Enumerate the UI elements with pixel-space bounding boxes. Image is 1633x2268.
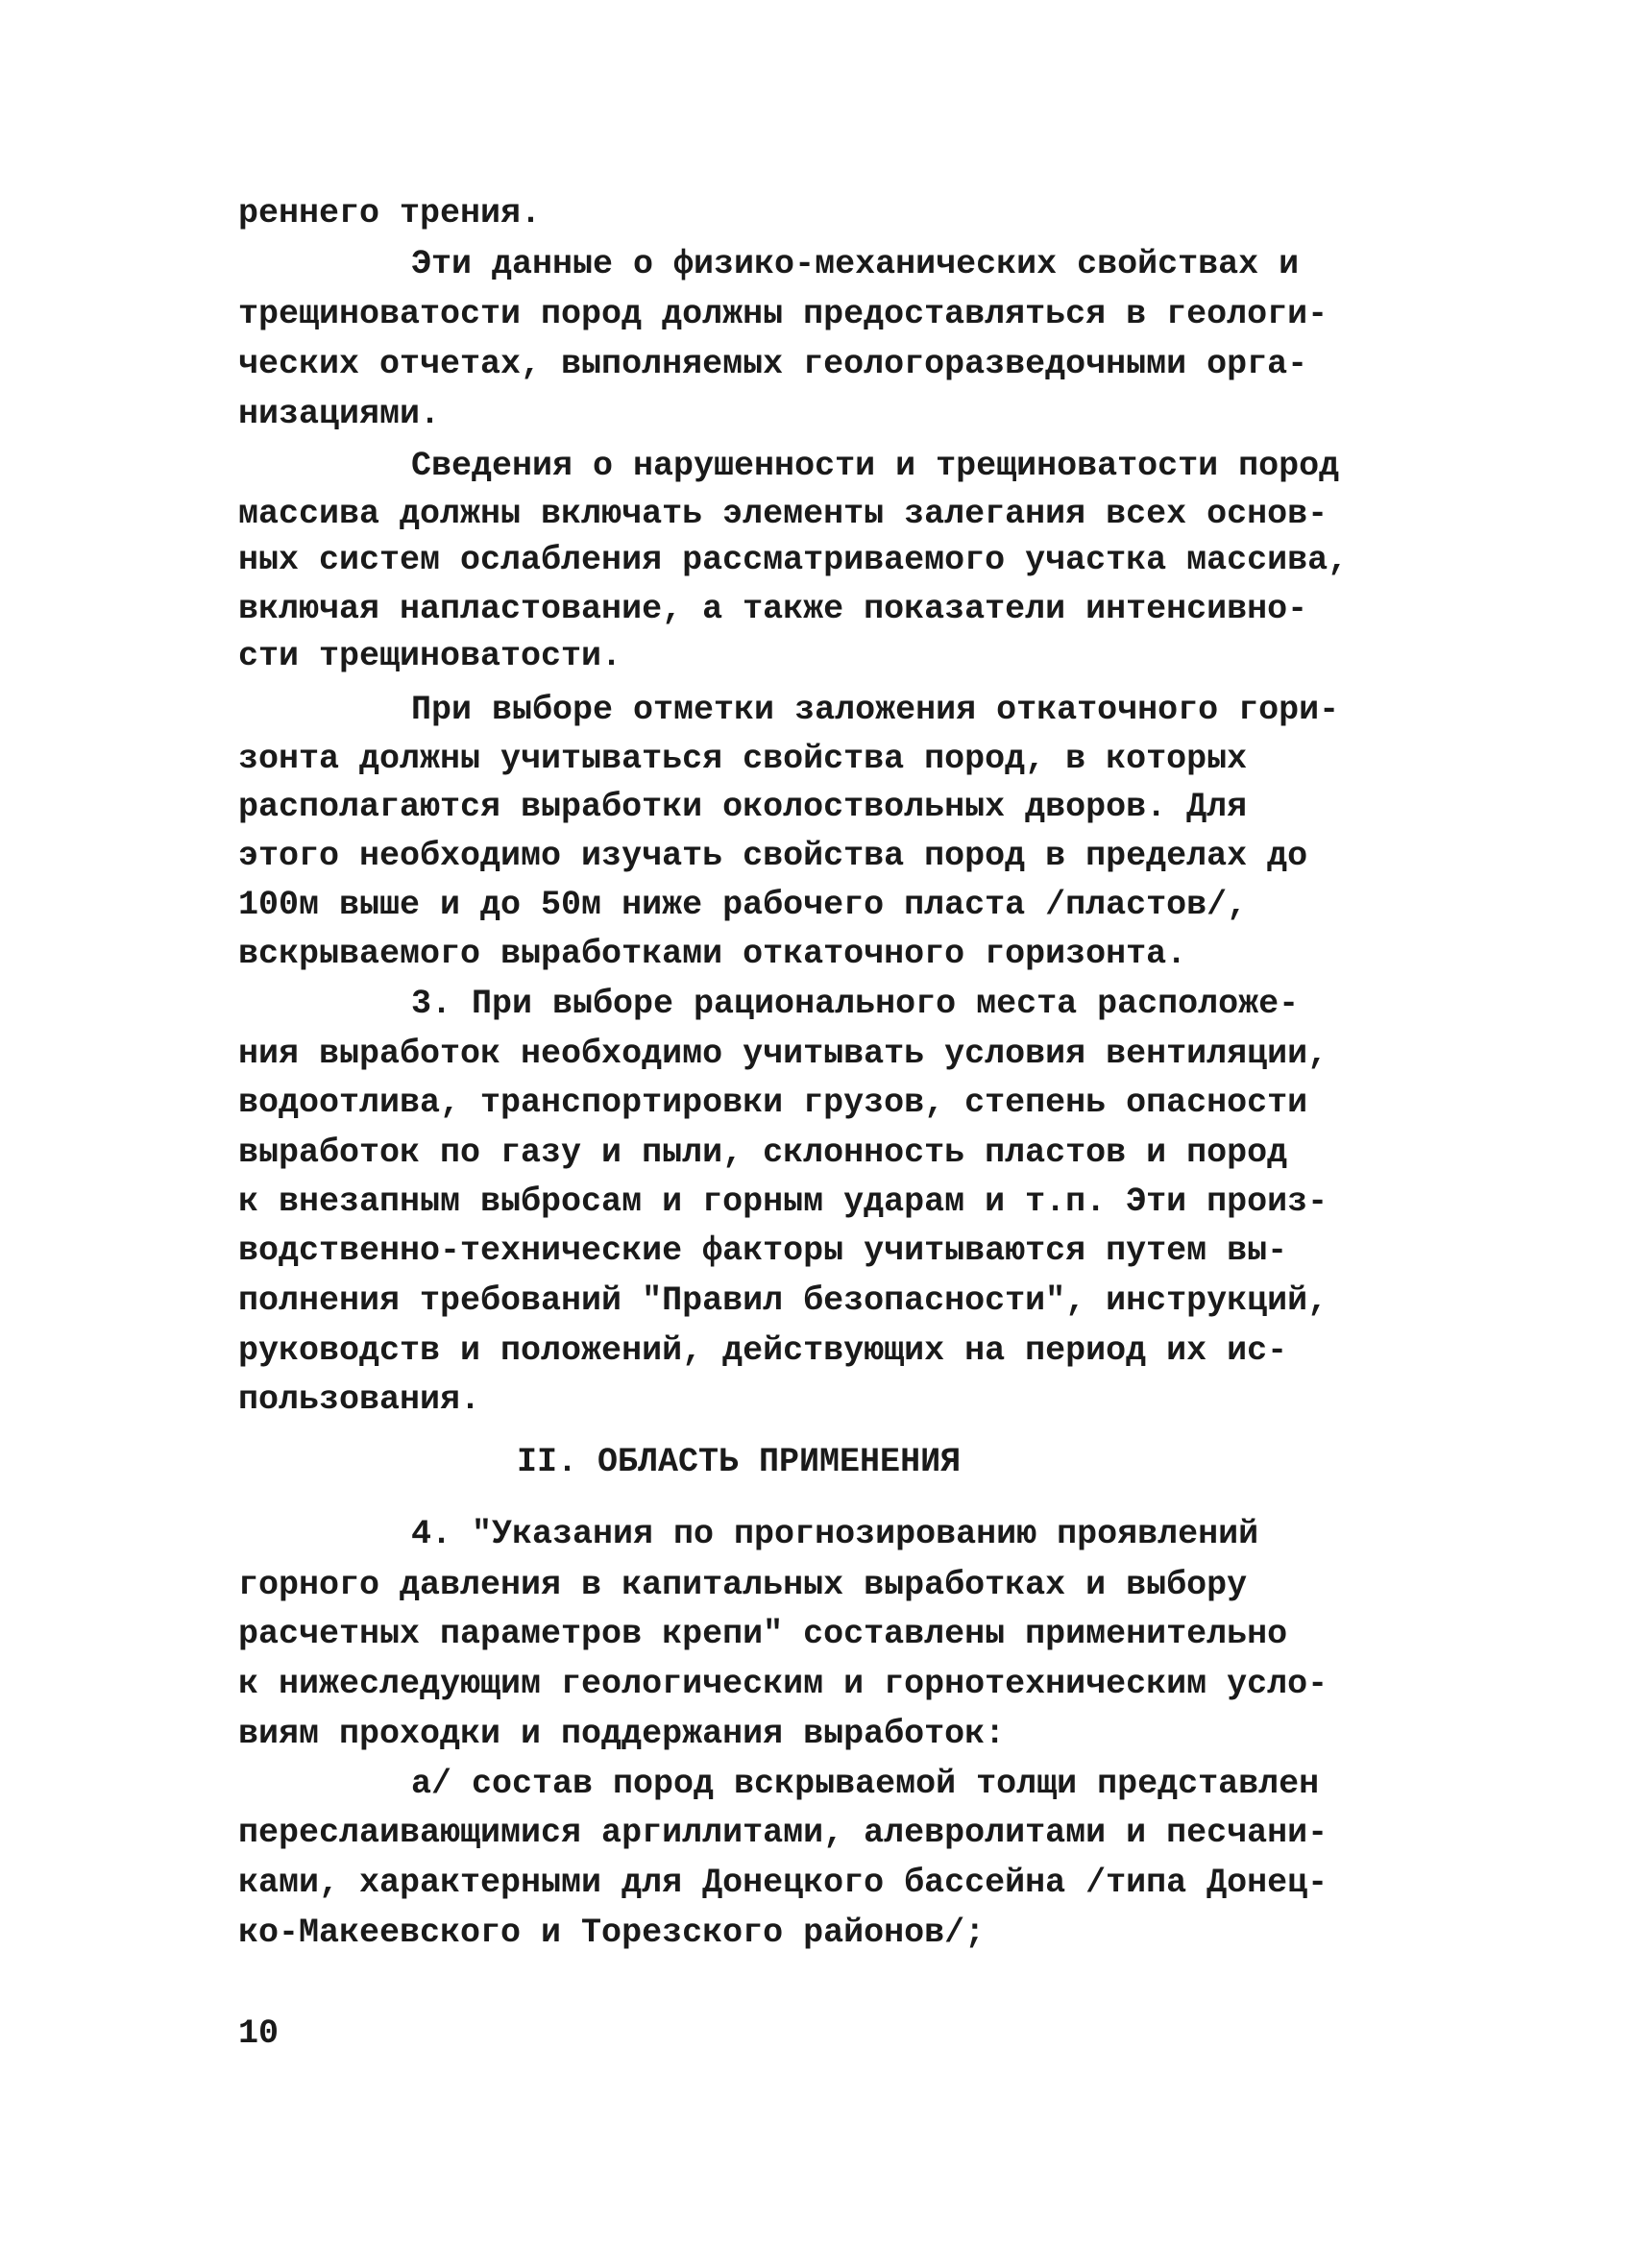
text-line: трещиноватости пород должны предоставляться в геологи- bbox=[238, 295, 1328, 333]
text-line: 4. "Указания по прогнозированию проявлений bbox=[411, 1515, 1259, 1553]
text-line: полнения требований "Правил безопасности", инструкций, bbox=[238, 1281, 1328, 1320]
text-line: руководств и положений, действующих на период их ис- bbox=[238, 1331, 1288, 1370]
page-number: 10 bbox=[238, 2014, 280, 2053]
text-line: виям проходки и поддержания выработок: bbox=[238, 1715, 1006, 1753]
text-line: выработок по газу и пыли, склонность пластов и пород bbox=[238, 1134, 1288, 1172]
text-line: низациями. bbox=[238, 395, 441, 433]
text-line: переслаивающимися аргиллитами, алевролитами и песчани- bbox=[238, 1814, 1328, 1852]
text-line: к внезапным выбросам и горным ударам и т.п. Эти произ- bbox=[238, 1183, 1328, 1221]
text-line: ных систем ослабления рассматриваемого участка массива, bbox=[238, 541, 1349, 579]
text-line: ческих отчетах, выполняемых геологоразведочными орга- bbox=[238, 345, 1308, 383]
text-line: к нижеследующим геологическим и горнотехническим усло- bbox=[238, 1665, 1328, 1703]
section-heading: II. ОБЛАСТЬ ПРИМЕНЕНИЯ bbox=[517, 1443, 962, 1481]
text-line: массива должны включать элементы залегания всех основ- bbox=[238, 495, 1328, 533]
text-line: водственно-технические факторы учитываются путем вы- bbox=[238, 1232, 1288, 1270]
text-line: пользования. bbox=[238, 1380, 481, 1419]
text-line: 100м выше и до 50м ниже рабочего пласта /пластов/, bbox=[238, 886, 1248, 924]
text-line: Сведения о нарушенности и трещиноватости пород bbox=[411, 447, 1340, 485]
text-line: При выборе отметки заложения откаточного гори- bbox=[411, 691, 1340, 729]
text-line: Эти данные о физико-механических свойствах и bbox=[411, 245, 1300, 283]
text-line: ния выработок необходимо учитывать условия вентиляции, bbox=[238, 1035, 1328, 1073]
text-line: горного давления в капитальных выработках и выбору bbox=[238, 1566, 1248, 1604]
text-line: вскрываемого выработками откаточного горизонта. bbox=[238, 935, 1187, 973]
text-line: сти трещиноватости. bbox=[238, 637, 622, 675]
text-line: включая напластование, а также показатели интенсивно- bbox=[238, 590, 1308, 628]
text-line: ко-Макеевского и Торезского районов/; bbox=[238, 1914, 986, 1952]
text-line: а/ состав пород вскрываемой толщи представлен bbox=[411, 1765, 1320, 1803]
text-line: реннего трения. bbox=[238, 194, 542, 232]
text-line: ками, характерными для Донецкого бассейна /типа Донец- bbox=[238, 1864, 1328, 1902]
text-line: этого необходимо изучать свойства пород в пределах до bbox=[238, 837, 1308, 875]
text-line: зонта должны учитываться свойства пород, в которых bbox=[238, 740, 1248, 778]
text-line: располагаются выработки околоствольных дворов. Для bbox=[238, 788, 1248, 826]
text-line: расчетных параметров крепи" составлены применительно bbox=[238, 1615, 1288, 1653]
text-line: 3. При выборе рационального места расположе- bbox=[411, 985, 1300, 1023]
text-line: водоотлива, транспортировки грузов, степень опасности bbox=[238, 1084, 1308, 1122]
